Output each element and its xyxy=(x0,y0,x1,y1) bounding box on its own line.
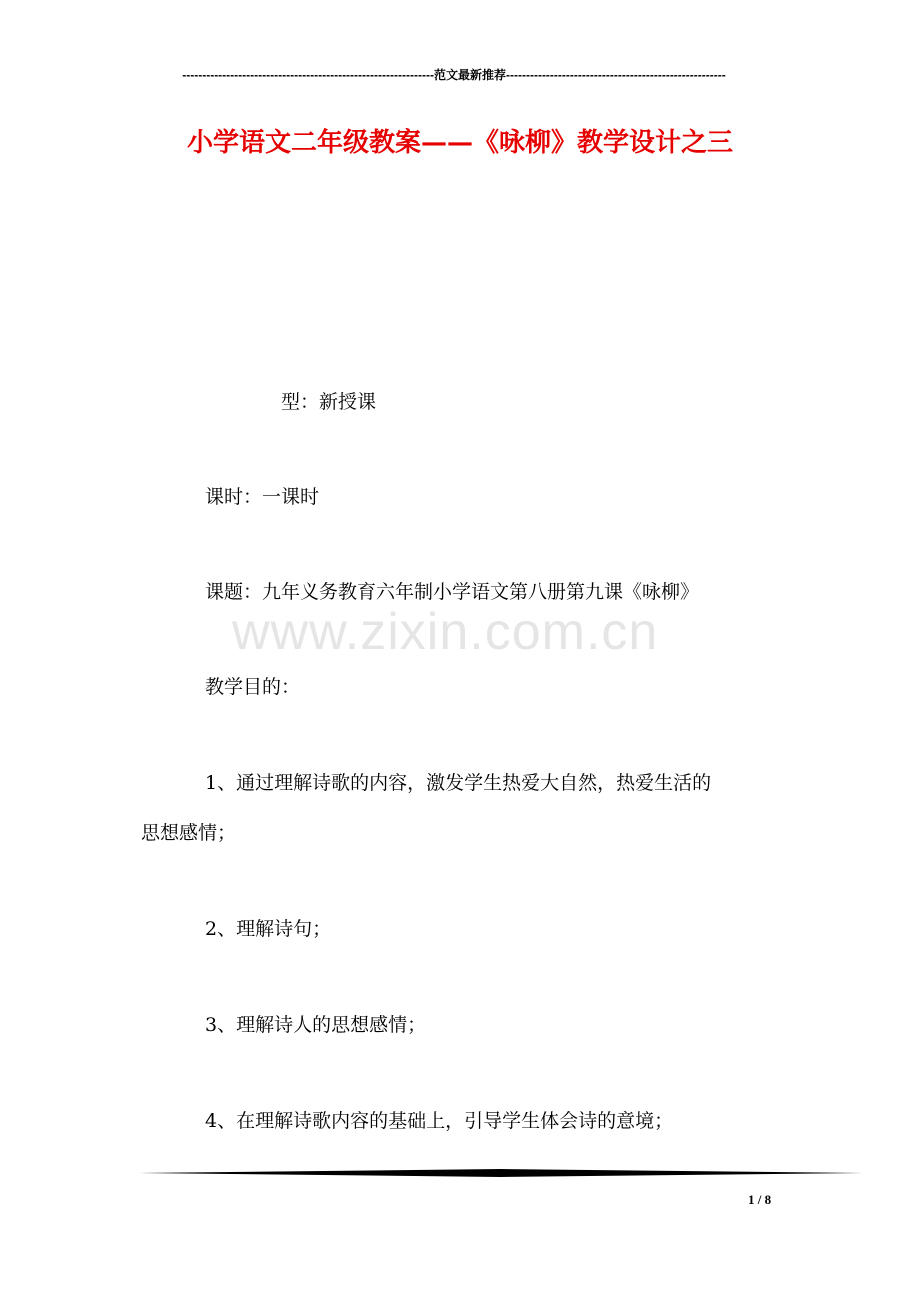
header-banner: ---------------------------------------------------------------范文最新推荐------------------------------------------------------- xyxy=(182,68,726,82)
page-number: 1 / 8 xyxy=(748,1192,772,1207)
paragraph-lesson-type: 型：新授课 xyxy=(281,391,377,413)
paragraph-objective-1-line-2: 思想感情； xyxy=(141,822,237,844)
paragraph-objective-1-line-1: 1、通过理解诗歌的内容，激发学生热爱大自然，热爱生活的 xyxy=(205,772,712,794)
watermark: www.zixin.com.cn xyxy=(232,603,659,661)
paragraph-objective-2: 2、理解诗句； xyxy=(205,918,332,940)
paragraph-topic: 课题：九年义务教育六年制小学语文第八册第九课《咏柳》 xyxy=(205,581,700,603)
paragraph-objectives-heading: 教学目的： xyxy=(205,676,301,698)
footer-divider xyxy=(139,1168,863,1178)
paragraph-class-hours: 课时：一课时 xyxy=(205,486,320,508)
paragraph-objective-3: 3、理解诗人的思想感情； xyxy=(205,1014,427,1036)
document-title: 小学语文二年级教案——《咏柳》教学设计之三 xyxy=(186,128,733,158)
paragraph-objective-4: 4、在理解诗歌内容的基础上，引导学生体会诗的意境； xyxy=(205,1110,674,1132)
